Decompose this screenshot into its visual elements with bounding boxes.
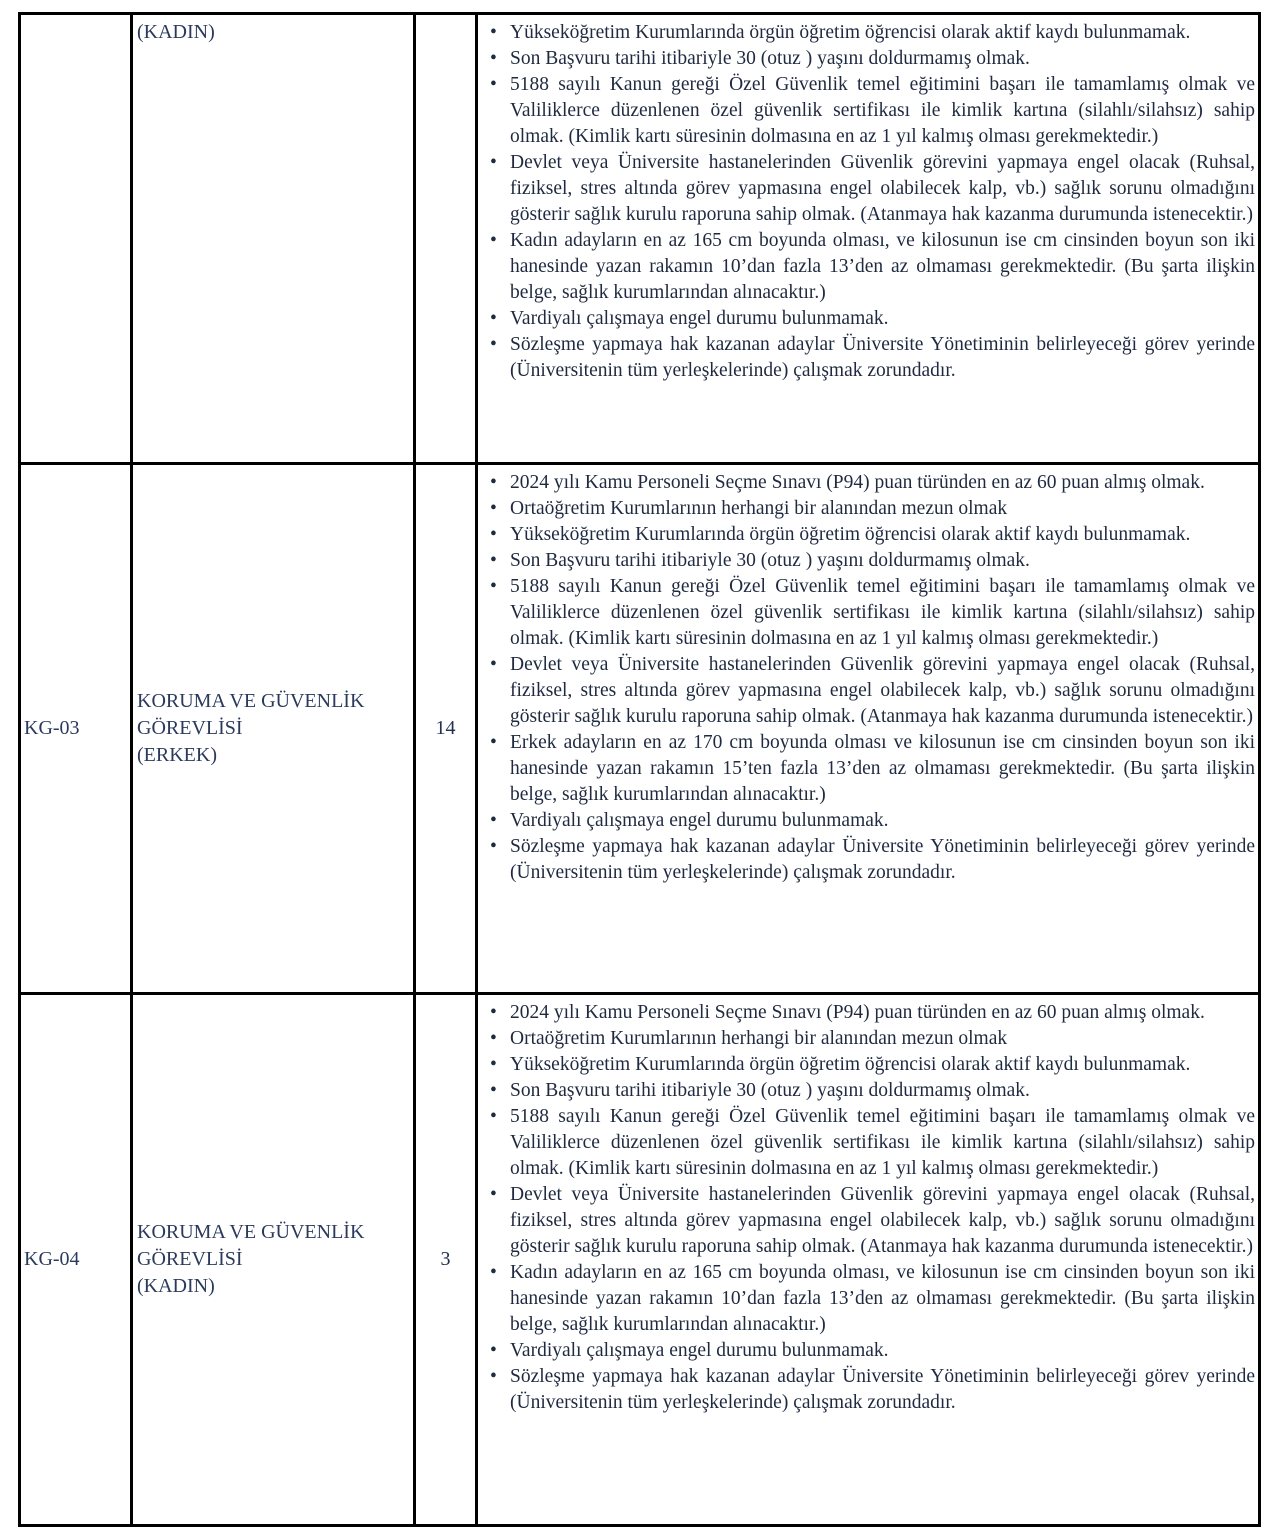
- requirement-item: • Kadın adayların en az 165 cm boyunda olması, ve kilosunun ise cm cinsinden boyun son iki hanesinde yazan rakamın 10’dan fazla 13’den az olmaması gerekmektedir. (Bu şarta ilişkin belge, sağlık kurumlarından alınacaktır.): [488, 228, 1255, 306]
- cell-position-row3: [133, 995, 416, 1524]
- position-code: KG-03: [24, 717, 80, 739]
- requirement-item: • 5188 sayılı Kanun gereği Özel Güvenlik temel eğitimini başarı ile tamamlamış olmak ve Valiliklerce düzenlenen özel güvenlik sertifikası ile kimlik kartına (silahlı/silahsız) sahip olmak. (Kimlik kartı süresinin dolmasına en az 1 yıl kalmış olması gerekmektedir.): [488, 574, 1255, 652]
- cell-count-row1: [416, 15, 478, 465]
- requirement-item: • 5188 sayılı Kanun gereği Özel Güvenlik temel eğitimini başarı ile tamamlamış olmak ve Valiliklerce düzenlenen özel güvenlik sertifikası ile kimlik kartına (silahlı/silahsız) sahip olmak. (Kimlik kartı süresinin dolmasına en az 1 yıl kalmış olması gerekmektedir.): [488, 72, 1255, 150]
- requirement-item: • Kadın adayların en az 165 cm boyunda olması, ve kilosunun ise cm cinsinden boyun son iki hanesinde yazan rakamın 10’dan fazla 13’den az olmaması gerekmektedir. (Bu şarta ilişkin belge, sağlık kurumlarından alınacaktır.): [488, 1260, 1255, 1338]
- requirement-item: • Sözleşme yapmaya hak kazanan adaylar Üniversite Yönetiminin belirleyeceği görev yerinde (Üniversitenin tüm yerleşkelerinde) çalışmak zorundadır.: [488, 332, 1255, 384]
- requirement-item: • Vardiyalı çalışmaya engel durumu bulunmamak.: [488, 808, 1255, 834]
- requirement-item: • Son Başvuru tarihi itibariyle 30 (otuz ) yaşını doldurmamış olmak.: [488, 1078, 1255, 1104]
- position-gender: (ERKEK): [137, 744, 217, 766]
- cell-requirements-row2: [478, 465, 1258, 995]
- requirement-item: • 2024 yılı Kamu Personeli Seçme Sınavı (P94) puan türünden en az 60 puan almış olmak.: [488, 470, 1255, 496]
- cell-count-row2: [416, 465, 478, 995]
- position-gender: (KADIN): [137, 21, 215, 43]
- position-title: KORUMA VE GÜVENLİK GÖREVLİSİ: [137, 1221, 365, 1270]
- cell-position-row1: [133, 15, 416, 465]
- requirement-item: • Ortaöğretim Kurumlarının herhangi bir alanından mezun olmak: [488, 496, 1255, 522]
- position-gender: (KADIN): [137, 1275, 215, 1297]
- position-title: KORUMA VE GÜVENLİK GÖREVLİSİ: [137, 690, 365, 739]
- position-code: KG-04: [24, 1248, 80, 1270]
- requirement-item: • Yükseköğretim Kurumlarında örgün öğretim öğrencisi olarak aktif kaydı bulunmamak.: [488, 1052, 1255, 1078]
- requirement-item: • Yükseköğretim Kurumlarında örgün öğretim öğrencisi olarak aktif kaydı bulunmamak.: [488, 20, 1255, 46]
- requirement-item: • Devlet veya Üniversite hastanelerinden Güvenlik görevini yapmaya engel olacak (Ruhsal, fiziksel, stres altında görev yapmasına engel olabilecek kalp, vb.) sağlık sorunu olmadığını gösterir sağlık kurulu raporuna sahip olmak. (Atanmaya hak kazanma durumunda istenecektir.): [488, 1182, 1255, 1260]
- requirement-item: • Son Başvuru tarihi itibariyle 30 (otuz ) yaşını doldurmamış olmak.: [488, 46, 1255, 72]
- cell-code-row3: [21, 995, 133, 1524]
- requirement-item: • Vardiyalı çalışmaya engel durumu bulunmamak.: [488, 1338, 1255, 1364]
- cell-code-row2: [21, 465, 133, 995]
- cell-requirements-row1: [478, 15, 1258, 465]
- requirement-item: • Devlet veya Üniversite hastanelerinden Güvenlik görevini yapmaya engel olacak (Ruhsal, fiziksel, stres altında görev yapmasına engel olabilecek kalp, vb.) sağlık sorunu olmadığını gösterir sağlık kurulu raporuna sahip olmak. (Atanmaya hak kazanma durumunda istenecektir.): [488, 150, 1255, 228]
- requirement-item: • Ortaöğretim Kurumlarının herhangi bir alanından mezun olmak: [488, 1026, 1255, 1052]
- requirement-item: • 2024 yılı Kamu Personeli Seçme Sınavı (P94) puan türünden en az 60 puan almış olmak.: [488, 1000, 1255, 1026]
- requirement-item: • Erkek adayların en az 170 cm boyunda olması ve kilosunun ise cm cinsinden boyun son iki hanesinde yazan rakamın 15’ten fazla 13’den az olmaması gerekmektedir. (Bu şarta ilişkin belge, sağlık kurumlarından alınacaktır.): [488, 730, 1255, 808]
- requirement-item: • Sözleşme yapmaya hak kazanan adaylar Üniversite Yönetiminin belirleyeceği görev yerinde (Üniversitenin tüm yerleşkelerinde) çalışmak zorundadır.: [488, 1364, 1255, 1416]
- requirement-item: • Devlet veya Üniversite hastanelerinden Güvenlik görevini yapmaya engel olacak (Ruhsal, fiziksel, stres altında görev yapmasına engel olabilecek kalp, vb.) sağlık sorunu olmadığını gösterir sağlık kurulu raporuna sahip olmak. (Atanmaya hak kazanma durumunda istenecektir.): [488, 652, 1255, 730]
- requirement-item: • 5188 sayılı Kanun gereği Özel Güvenlik temel eğitimini başarı ile tamamlamış olmak ve Valiliklerce düzenlenen özel güvenlik sertifikası ile kimlik kartına (silahlı/silahsız) sahip olmak. (Kimlik kartı süresinin dolmasına en az 1 yıl kalmış olması gerekmektedir.): [488, 1104, 1255, 1182]
- cell-position-row2: [133, 465, 416, 995]
- requirement-item: • Vardiyalı çalışmaya engel durumu bulunmamak.: [488, 306, 1255, 332]
- requirement-item: • Son Başvuru tarihi itibariyle 30 (otuz ) yaşını doldurmamış olmak.: [488, 548, 1255, 574]
- cell-requirements-row3: [478, 995, 1258, 1524]
- requirement-item: • Sözleşme yapmaya hak kazanan adaylar Üniversite Yönetiminin belirleyeceği görev yerinde (Üniversitenin tüm yerleşkelerinde) çalışmak zorundadır.: [488, 834, 1255, 886]
- position-count: 3: [440, 1248, 451, 1270]
- requirement-item: • Yükseköğretim Kurumlarında örgün öğretim öğrencisi olarak aktif kaydı bulunmamak.: [488, 522, 1255, 548]
- cell-count-row3: [416, 995, 478, 1524]
- cell-code-row1: [21, 15, 133, 465]
- job-posting-table: [18, 12, 1261, 1527]
- position-count: 14: [435, 717, 456, 739]
